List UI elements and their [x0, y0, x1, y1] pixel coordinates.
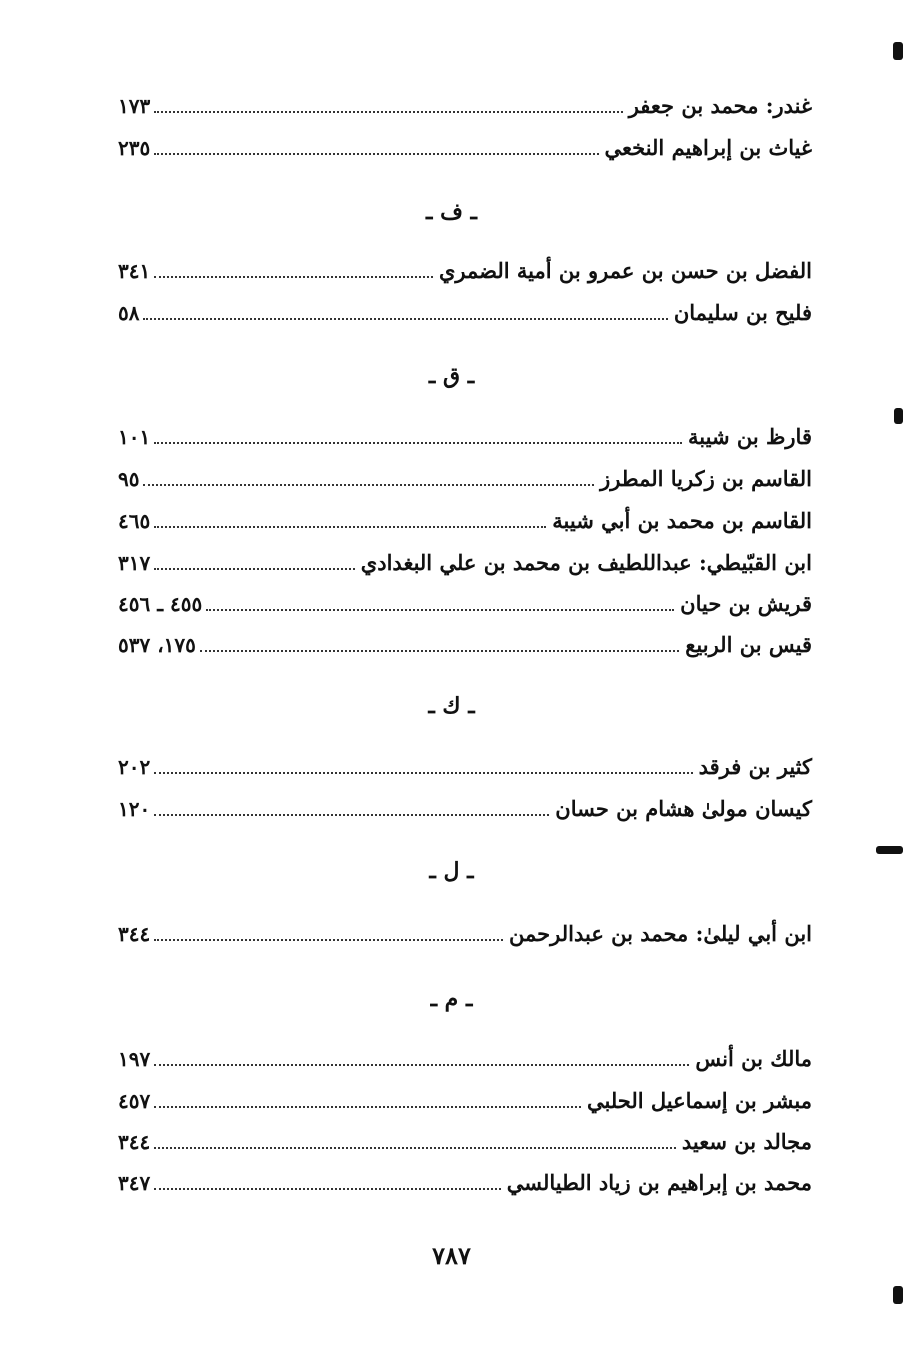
- index-entry: [118, 539, 812, 579]
- entry-pages: ٩٥: [118, 467, 140, 491]
- index-entry: [118, 124, 812, 164]
- entry-pages: ٣٤٤: [118, 922, 151, 946]
- index-entry: [118, 910, 812, 950]
- leader-dots: [154, 567, 355, 570]
- entry-name: كثير بن فرقد: [698, 754, 812, 779]
- section-heading: ـ ل ـ: [429, 858, 474, 884]
- entry-name: القاسم بن زكريا المطرز: [600, 466, 812, 491]
- scan-edge-mark: [893, 42, 903, 60]
- index-entry: [118, 289, 812, 329]
- section-heading: ـ ف ـ: [425, 199, 477, 225]
- entry-pages: ٢٣٥: [118, 136, 151, 160]
- entry-name: قريش بن حيان: [680, 591, 812, 616]
- leader-dots: [154, 275, 433, 278]
- leader-dots: [154, 1105, 581, 1108]
- leader-dots: [143, 317, 667, 320]
- leader-dots: [154, 1146, 676, 1149]
- leader-dots: [154, 152, 598, 155]
- leader-dots: [206, 608, 674, 611]
- entry-pages: ٣١٧: [118, 551, 151, 575]
- index-entry: [118, 1077, 812, 1117]
- entry-pages: ١٧٣: [118, 94, 151, 118]
- entry-name: ابن أبي ليلىٰ: محمد بن عبدالرحمن: [509, 921, 812, 946]
- entry-pages: ٥٨: [118, 301, 140, 325]
- index-entry: [118, 1035, 812, 1075]
- leader-dots: [154, 1063, 689, 1066]
- section-heading: ـ ك ـ: [428, 693, 475, 719]
- entry-pages: ٣٤٧: [118, 1171, 151, 1195]
- entry-name: كيسان مولىٰ هشام بن حسان: [555, 796, 812, 821]
- entry-pages: ٤٥٧: [118, 1089, 151, 1113]
- scan-edge-mark: [893, 1286, 903, 1304]
- index-entry: [118, 785, 812, 825]
- index-entry: [118, 82, 812, 122]
- section-heading: ـ م ـ: [430, 986, 473, 1012]
- leader-dots: [143, 483, 594, 486]
- entry-pages: ٣٤١: [118, 259, 151, 283]
- entry-name: ابن القبّيطي: عبداللطيف بن محمد بن علي البغدادي: [360, 550, 812, 575]
- entry-pages: ١٩٧: [118, 1047, 151, 1071]
- leader-dots: [154, 1187, 501, 1190]
- leader-dots: [154, 938, 503, 941]
- leader-dots: [154, 110, 622, 113]
- index-entry: [118, 413, 812, 453]
- entry-name: قارظ بن شيبة: [688, 424, 812, 449]
- entry-pages: ١٧٥، ٥٣٧: [118, 633, 196, 657]
- entry-name: مبشر بن إسماعيل الحلبي: [587, 1088, 812, 1113]
- section-heading: ـ ق ـ: [428, 363, 475, 389]
- leader-dots: [200, 649, 679, 652]
- leader-dots: [154, 813, 549, 816]
- leader-dots: [154, 525, 546, 528]
- entry-name: القاسم بن محمد بن أبي شيبة: [552, 508, 812, 533]
- entry-name: قيس بن الربيع: [685, 632, 812, 657]
- entry-name: فليح بن سليمان: [673, 300, 812, 325]
- index-entry: [118, 580, 812, 620]
- index-entry: [118, 621, 812, 661]
- entry-pages: ١٠١: [118, 425, 151, 449]
- entry-pages: ٤٦٥: [118, 509, 151, 533]
- scan-edge-mark: [876, 846, 903, 854]
- leader-dots: [154, 771, 692, 774]
- entry-name: مالك بن أنس: [695, 1046, 812, 1071]
- index-entry: [118, 247, 812, 287]
- page-number: ٧٨٧: [432, 1241, 471, 1270]
- entry-pages: ٢٠٢: [118, 755, 151, 779]
- index-entry: [118, 455, 812, 495]
- index-entry: [118, 1159, 812, 1199]
- scan-edge-mark: [894, 408, 903, 424]
- entry-name: غندر: محمد بن جعفر: [628, 93, 812, 118]
- leader-dots: [154, 441, 682, 444]
- index-entry: [118, 743, 812, 783]
- index-entry: [118, 1118, 812, 1158]
- entry-pages: ٤٥٥ ـ ٤٥٦: [118, 592, 203, 616]
- entry-name: الفضل بن حسن بن عمرو بن أمية الضمري: [438, 258, 812, 283]
- entry-name: غياث بن إبراهيم النخعي: [604, 135, 812, 160]
- entry-name: مجالد بن سعيد: [681, 1129, 812, 1154]
- index-entry: [118, 497, 812, 537]
- entry-name: محمد بن إبراهيم بن زياد الطيالسي: [506, 1170, 812, 1195]
- entry-pages: ١٢٠: [118, 797, 151, 821]
- entry-pages: ٣٤٤: [118, 1130, 151, 1154]
